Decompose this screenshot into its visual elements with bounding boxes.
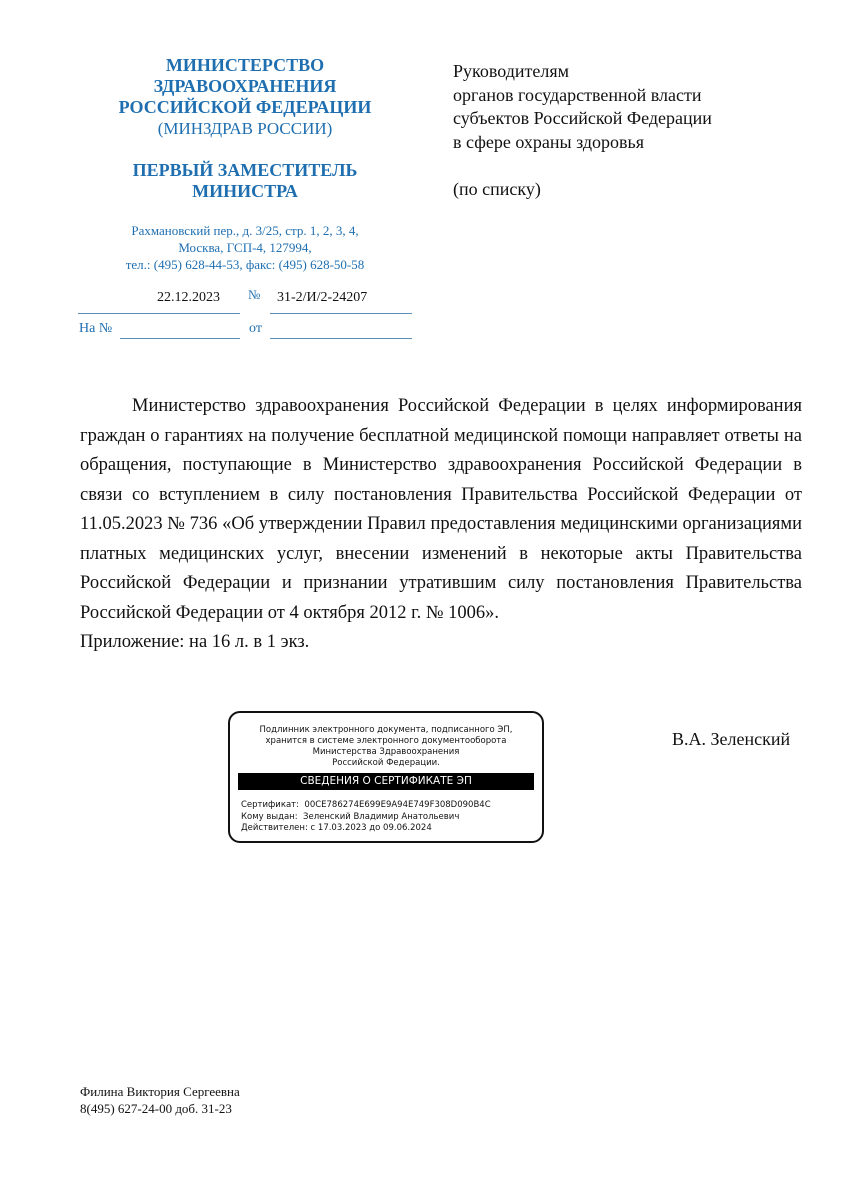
issued-to-label: Кому выдан: — [241, 811, 298, 822]
issued-to-row — [241, 812, 542, 824]
letterhead — [95, 55, 395, 202]
document-date: 22.12.2023 — [157, 290, 220, 305]
executor-block — [80, 1083, 240, 1117]
certificate-row — [241, 800, 542, 812]
stamp-line4: Российской Федерации. — [332, 758, 440, 768]
body-paragraph: Министерство здравоохранения Российской Федерации в целях информирования граждан о гарантиях на получение бесплатной медицинской помощи направляет ответы на обращения, поступающие в Министерство здравоохранения Российской Федерации в связи со вступлением в силу постановления Правительства Российской Федерации от 11.05.2023 № 736 «Об утверждении Правил предоставления медицинскими организациями платных медицинских услуг, внесении изменений в некоторые акты Правительства Российской Федерации и признании утратившим силу постановления Правительства Российской Федерации от 4 октября 2012 г. № 1006». — [80, 396, 802, 623]
validity-label: Действителен: — [241, 823, 308, 833]
org-address — [95, 222, 395, 273]
executor-name: Филина Виктория Сергеевна — [80, 1084, 240, 1099]
signer-name: В.А. Зеленский — [672, 729, 791, 749]
position-line1: ПЕРВЫЙ ЗАМЕСТИТЕЛЬ — [132, 160, 358, 180]
stamp-description — [230, 725, 542, 769]
recipient-line1: Руководителям — [453, 61, 569, 81]
attachment-note: Приложение: на 16 л. в 1 экз. — [80, 632, 310, 652]
org-name-line1: МИНИСТЕРСТВО — [165, 55, 325, 75]
issued-to-value: Зеленский Владимир Анатольевич — [303, 811, 460, 822]
certificate-details — [241, 800, 542, 835]
electronic-signature-stamp — [228, 711, 544, 843]
address-contacts: тел.: (495) 628-44-53, факс: (495) 628-50-58 — [125, 257, 365, 272]
org-short-name: (МИНЗДРАВ РОССИИ) — [157, 119, 333, 138]
certificate-label: Сертификат: — [241, 800, 299, 810]
org-name-line3: РОССИЙСКОЙ ФЕДЕРАЦИИ — [118, 97, 372, 117]
address-line2: Москва, ГСП-4, 127994, — [178, 240, 312, 255]
validity-value: с 17.03.2023 до 09.06.2024 — [310, 823, 432, 833]
executor-phone: 8(495) 627-24-00 доб. 31-23 — [80, 1101, 232, 1116]
certificate-header: СВЕДЕНИЯ О СЕРТИФИКАТЕ ЭП — [238, 773, 534, 790]
document-number: 31-2/И/2-24207 — [277, 290, 368, 305]
letter-body — [80, 392, 802, 658]
address-line1: Рахмановский пер., д. 3/25, стр. 1, 2, 3, 4, — [131, 223, 359, 238]
recipient-line4: в сфере охраны здоровья — [453, 131, 645, 152]
number-label: № — [248, 287, 261, 302]
recipient-line3: субъектов Российской Федерации — [453, 108, 712, 128]
stamp-line2: хранится в системе электронного документооборота — [265, 736, 507, 746]
certificate-value: 00CE786274E699E9A94E749F308D090B4C — [304, 800, 491, 810]
recipient-note: (по списку) — [453, 178, 541, 199]
number-underline — [270, 313, 412, 314]
stamp-line3: Министерства Здравоохранения — [312, 747, 460, 757]
recipient-block — [453, 60, 712, 201]
date-underline — [78, 313, 240, 314]
org-name-line2: ЗДРАВООХРАНЕНИЯ — [153, 76, 337, 96]
ref-number-underline — [120, 338, 240, 339]
ref-number-label: На № — [79, 321, 113, 336]
ref-date-underline — [270, 338, 412, 339]
recipient-line2: органов государственной власти — [453, 84, 702, 105]
position-line2: МИНИСТРА — [192, 181, 298, 201]
validity-row — [241, 823, 542, 835]
ref-from-label: от — [249, 321, 262, 336]
stamp-line1: Подлинник электронного документа, подписанного ЭП, — [259, 725, 513, 735]
